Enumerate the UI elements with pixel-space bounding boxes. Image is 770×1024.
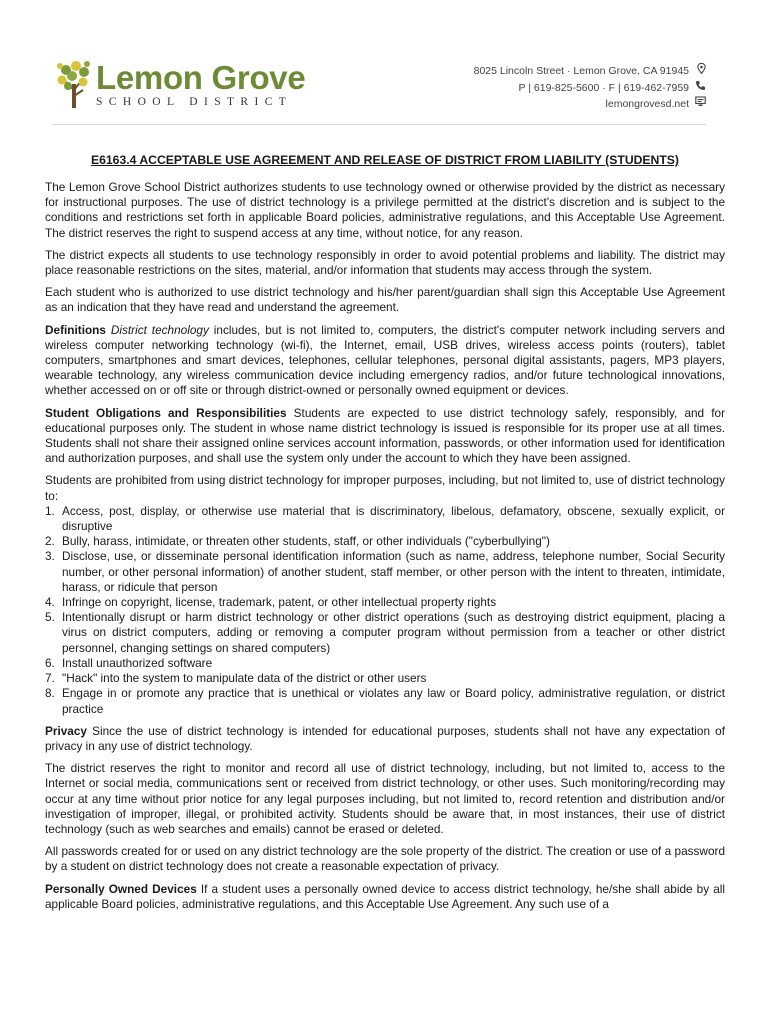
- list-item: [45, 549, 725, 595]
- definitions-term: District technology: [110, 322, 209, 337]
- list-text: Engage in or promote any practice that is unethical or violates any law or Board policy, administrative regulation, or district practice: [62, 686, 725, 716]
- list-text: Install unauthorized software: [62, 655, 213, 670]
- paragraph-monitoring: The district reserves the right to monitor and record all use of district technology, including, but not limited to, access to the Internet or social media, communications sent or received from district technology, or other uses. Such monitoring/recording may occur at any time without prior notice for any legal purposes including, but not limited to, record retention and distribution and/or investigation of improper, illegal, or prohibited activity. Students should be aware that, in most instances, their use of district technology (such as web searches and emails) cannot be erased or deleted.: [45, 761, 725, 836]
- list-text: Bully, harass, intimidate, or threaten other students, staff, or other individuals ("cyberbullying"): [62, 534, 550, 549]
- list-number: 6.: [45, 655, 55, 670]
- section-definitions: [45, 323, 725, 399]
- list-number: 3.: [45, 549, 55, 564]
- website-line: [474, 96, 706, 113]
- address-line: [474, 63, 706, 80]
- personal-devices-text: If a student uses a personally owned device to access district technology, he/she shall abide by all applicable Board policies, administrative regulations, and this Acceptable Use Agreement. Any such use of a: [45, 881, 725, 911]
- phone-line: [474, 80, 706, 97]
- list-text: "Hack" into the system to manipulate data of the district or other users: [62, 671, 427, 686]
- list-number: 8.: [45, 686, 55, 701]
- location-pin-icon: [694, 63, 706, 80]
- contact-block: [474, 63, 706, 113]
- phone-text: P | 619-825-5600 · F | 619-462-7959: [518, 81, 689, 94]
- paragraph-signature: Each student who is authorized to use district technology and his/her parent/guardian shall sign this Acceptable Use Agreement as an indication that they have read and understand the agreement.: [45, 285, 725, 315]
- list-text: Disclose, use, or disseminate personal identification information (such as name, address, telephone number, Social Security number, or other personal information) of another student, staff member, or other person with the intent to threaten, intimidate, harass, or ridicule that person: [62, 549, 725, 594]
- list-number: 2.: [45, 534, 55, 549]
- personal-devices-heading: Personally Owned Devices: [45, 881, 197, 896]
- prohibited-intro: Students are prohibited from using district technology for improper purposes, including, but not limited to, use of district technology to:: [45, 473, 725, 503]
- prohibited-list: [45, 504, 725, 717]
- section-personal-devices: [45, 882, 725, 912]
- computer-icon: [694, 96, 706, 113]
- section-obligations: [45, 406, 725, 467]
- list-item: [45, 504, 725, 534]
- list-item: [45, 534, 725, 549]
- list-number: 5.: [45, 610, 55, 625]
- lemon-tree-icon: [56, 60, 92, 110]
- list-number: 7.: [45, 671, 55, 686]
- obligations-heading: Student Obligations and Responsibilities: [45, 405, 287, 420]
- definitions-heading: Definitions: [45, 322, 106, 337]
- document-body: [45, 153, 725, 919]
- list-item: [45, 595, 725, 610]
- list-text: Infringe on copyright, license, trademark, patent, or other intellectual property rights: [62, 595, 497, 610]
- definitions-text: includes, but is not limited to, computers, the district's computer network including servers and wireless computer networking technology (wi-fi), the Internet, email, USB drives, wireless access points (routers), tablet computers, smartphones and smart devices, telephones, cellular telephones, personal digital assistants, pagers, MP3 players, wearable technology, any wireless communication device including emergency radios, and/or future technological innovations, whether accessed on or off site or through district-owned or personally owned equipment or devices.: [45, 322, 725, 398]
- address-text: 8025 Lincoln Street · Lemon Grove, CA 91945: [473, 65, 689, 78]
- letterhead: [0, 0, 770, 126]
- list-number: 1.: [45, 503, 55, 518]
- phone-icon: [694, 80, 706, 97]
- list-item: [45, 610, 725, 656]
- paragraph-passwords: All passwords created for or used on any district technology are the sole property of the district. The creation or use of a password by a student on district technology does not create a reasonable expectation of privacy.: [45, 844, 725, 874]
- list-item: [45, 656, 725, 671]
- obligations-text: Students are expected to use district technology safely, responsibly, and for educational purposes only. The student in whose name district technology is issued is responsible for its proper use at all times. Students shall not share their assigned online services account information, passwords, or other information used for identification and authorization purposes, and shall use the system only under the account to which they have been assigned.: [45, 405, 725, 466]
- website-link[interactable]: lemongrovesd.net: [605, 98, 689, 111]
- logo-subtitle: SCHOOL DISTRICT: [96, 96, 293, 108]
- list-number: 4.: [45, 595, 55, 610]
- list-item: [45, 671, 725, 686]
- district-logo: [56, 60, 346, 112]
- privacy-heading: Privacy: [45, 723, 87, 738]
- list-item: [45, 686, 725, 716]
- section-privacy: [45, 724, 725, 754]
- header-divider: [52, 124, 706, 125]
- list-text: Access, post, display, or otherwise use material that is discriminatory, libelous, defamatory, obscene, sexually explicit, or disruptive: [62, 503, 725, 534]
- privacy-text: Since the use of district technology is intended for educational purposes, students shall not have any expectation of privacy in any use of district technology.: [45, 723, 725, 753]
- paragraph-expectations: The district expects all students to use technology responsibly in order to avoid potential problems and liability. The district may place reasonable restrictions on the sites, material, and/or information that students may access through the system.: [45, 247, 725, 278]
- document-title: E6163.4 ACCEPTABLE USE AGREEMENT AND RELEASE OF DISTRICT FROM LIABILITY (STUDENTS): [91, 153, 679, 167]
- logo-wordmark: Lemon Grove: [96, 59, 306, 96]
- paragraph-authorization: The Lemon Grove School District authorizes students to use technology owned or otherwise provided by the district as necessary for instructional purposes. The use of district technology is a privilege permitted at the district's discretion and is subject to the conditions and restrictions set forth in applicable Board policies, administrative regulations, and this Acceptable Use Agreement. The district reserves the right to suspend access at any time, without notice, for any reason.: [45, 180, 725, 240]
- list-text: Intentionally disrupt or harm district technology or other district operations (such as destroying district equipment, placing a virus on district computers, adding or removing a computer program without permission from a teacher or other district personnel, changing settings on shared computers): [62, 610, 725, 655]
